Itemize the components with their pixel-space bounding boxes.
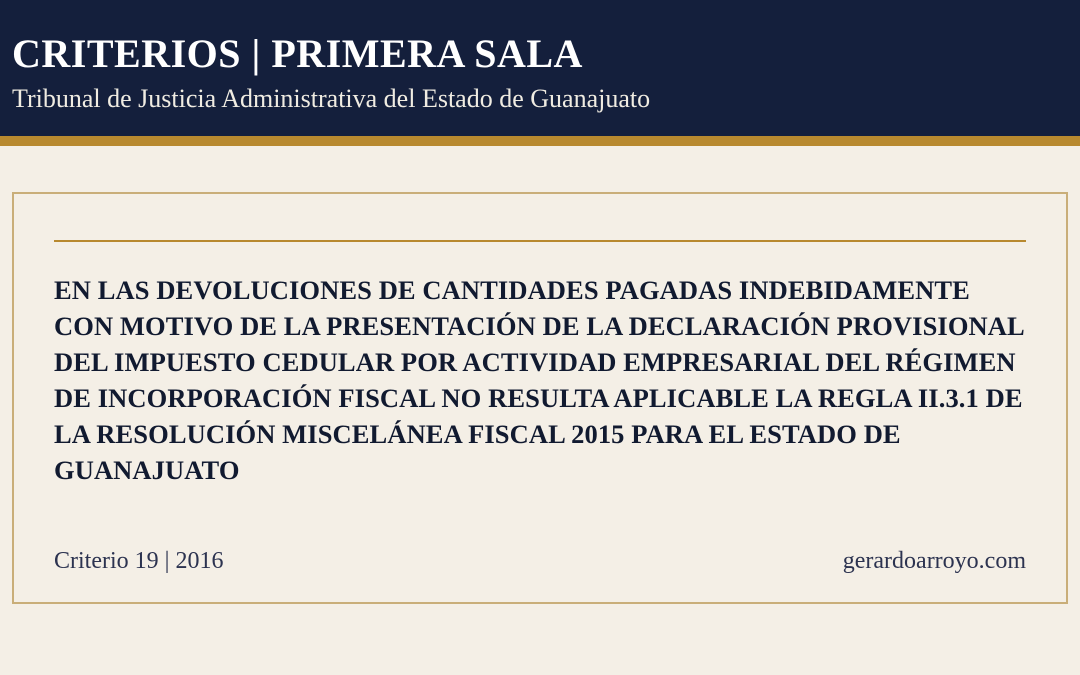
card-top-divider <box>54 240 1026 242</box>
page-title: CRITERIOS | PRIMERA SALA <box>12 31 583 76</box>
gold-divider <box>0 136 1080 146</box>
criterio-text: EN LAS DEVOLUCIONES DE CANTIDADES PAGADAS INDEBIDAMENTE CON MOTIVO DE LA PRESENTACIÓN DE LA DECLARACIÓN PROVISIONAL DEL IMPUESTO CEDULAR POR ACTIVIDAD EMPRESARIAL DEL RÉGIMEN DE INCORPORACIÓN FISCAL NO RESULTA APLICABLE LA REGLA II.3.1 DE LA RESOLUCIÓN MISCELÁNEA FISCAL 2015 PARA EL ESTADO DE GUANAJUATO <box>54 275 1024 485</box>
criterio-card <box>12 192 1068 604</box>
card-container <box>0 146 1080 604</box>
page-header <box>0 0 1080 136</box>
criterio-reference: Criterio 19 | 2016 <box>54 548 224 574</box>
page-subtitle: Tribunal de Justicia Administrativa del Estado de Guanajuato <box>12 84 651 113</box>
site-attribution: gerardoarroyo.com <box>842 548 1026 574</box>
card-footer <box>54 546 1026 576</box>
